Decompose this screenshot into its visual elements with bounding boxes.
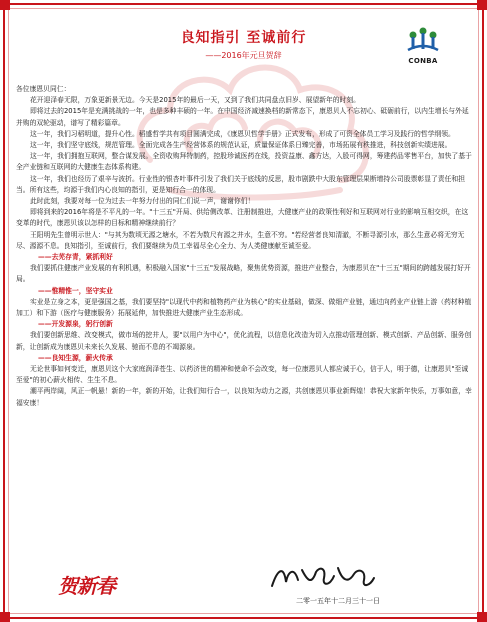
body-paragraph: 花开迎泽春无限，万象更新景无边。今天是2015年的最后一天，又到了我们共同盘点旧岁、展望新年的时刻。 bbox=[30, 96, 360, 105]
body-paragraph: 我们要创新思维、改变模式，做市场的挖井人，要"以用户为中心"，优化流程，以信息化改造为切入点推动管理创新、模式创新、产品创新、服务创新，让创新成为康恩贝未来长久发展、驰而不息的不竭源泉。 bbox=[16, 331, 472, 351]
body-paragraph: 潮平两岸阔，风正一帆悬！新的一年，新的开始，让我们知行合一，以良知为动力之源，共创康恩贝事业新辉煌！恭祝大家新年快乐，万事如意，幸福安康！ bbox=[16, 387, 472, 407]
letter-body bbox=[16, 84, 472, 409]
body-paragraph: 实业是立身之本，更是强国之基，我们要坚持"以现代中药和植物药产业为核心"的实业基础，做深、做细产业链，通过向药业产业链上游（药材种植加工）和下游（医疗与健康服务）拓展延伸，加快推进大健康产业生态形成。 bbox=[16, 297, 472, 318]
corner-ornament bbox=[477, 0, 487, 10]
body-paragraph: 这一年，我们习稻明道，提升心性。稻盛哲学共有项目圆满完成，《康恩贝哲学手册》正式发布，形成了可资全体员工学习及践行的哲学纲领。 bbox=[30, 129, 455, 138]
corner-ornament bbox=[477, 612, 487, 622]
handwritten-signature bbox=[268, 562, 378, 592]
corner-ornament bbox=[0, 612, 10, 622]
body-paragraph: 即将到来的2016年将是不平凡的一年。"十三五"开局、供给侧改革、注册制推进，大健康产业的政策性利好和互联网对行业的影响互相交织，在这变革的时代，康恩贝该以怎样的目标和精神继续前行？ bbox=[16, 208, 469, 228]
body-paragraph: 此时此刻，我要对每一位为过去一年努力付出的同仁们说一声，谢谢你们！ bbox=[30, 197, 255, 206]
section-heading: ——去芜存青，紧抓利好 bbox=[38, 253, 113, 262]
section-heading: ——惟精惟一，坚守实业 bbox=[38, 286, 113, 295]
stamp-calligraphy: 贺新春 bbox=[58, 574, 115, 598]
new-spring-stamp bbox=[58, 566, 140, 606]
body-paragraph: 我们要抓住健康产业发展的有利机遇，积极融入国家"十三五"发展战略，聚焦优势资源，推进产业整合，为康恩贝在"十三五"期间的跨越发展打好开局。 bbox=[16, 264, 471, 284]
body-paragraph: 这一年，我们也经历了艰辛与波折。行业性的银杏叶事件引发了我们关于底线的反思，股市剧跌中大股东管理层果断增持公司股票彰显了责任和担当。所有这些，均源于我们内心良知的指引，更是知行合一的体现。 bbox=[16, 174, 465, 194]
body-paragraph: 无论世事如何变迁，康恩贝这个大家庭润泽苍生、以药济世的精神和使命不会改变，每一位康恩贝人都应诚于心，信于人，明于德，让康恩贝"至诚至爱"的初心薪火相传、生生不息。 bbox=[16, 365, 469, 385]
body-paragraph: 这一年，我们拥抱互联网，整合谋发展。全资收购拜特制药，控股珍诚医药在线，投资益康、鑫方达，入股可得网，筹建药品零售平台，加快了基于全产业链和互联网的大健康生态体系构建。 bbox=[16, 152, 472, 172]
section-heading: ——开发源泉，躬行创新 bbox=[38, 320, 113, 329]
conba-logo-text: CONBA bbox=[408, 57, 438, 65]
letter-title: 良知指引 至诚前行 bbox=[180, 30, 307, 46]
section-heading: ——良知生源，薪火传承 bbox=[38, 353, 113, 362]
conba-logo bbox=[402, 24, 444, 68]
body-paragraph: 即将过去的2015年是充满挑战的一年，也是多种丰硕的一年。在中国经济减速换档的新常态下，康恩贝人不忘初心、砥砺前行，以内生增长与外延并购的双轮驱动，谱写了精彩篇章。 bbox=[16, 107, 469, 127]
conba-logo-icon bbox=[402, 24, 444, 56]
salutation: 各位康恩贝同仁： bbox=[16, 85, 71, 93]
letter-subtitle: ——2016年元旦贺辞 bbox=[205, 51, 282, 60]
letter-date: 二零一五年十二月三十一日 bbox=[296, 597, 380, 605]
body-paragraph: 这一年，我们坚守底线，规范管理。全面完成各生产经营体系的规范认证，质量保证体系日臻完善，市场拓展有秩推进，科技创新实绩进展。 bbox=[30, 141, 452, 150]
corner-ornament bbox=[0, 0, 10, 10]
body-paragraph: 王阳明先生曾明示世人："与其为数顷无源之塘水，不若为数尺有源之井水，生意不穷。"若经营者良知清澈，不断寻源引水，那么生意必将无穷无尽、源源不息。良知指引，至诚前行，我们要继续为员工幸福尽全心全力、为人类健康献至诚至爱。 bbox=[16, 230, 465, 250]
